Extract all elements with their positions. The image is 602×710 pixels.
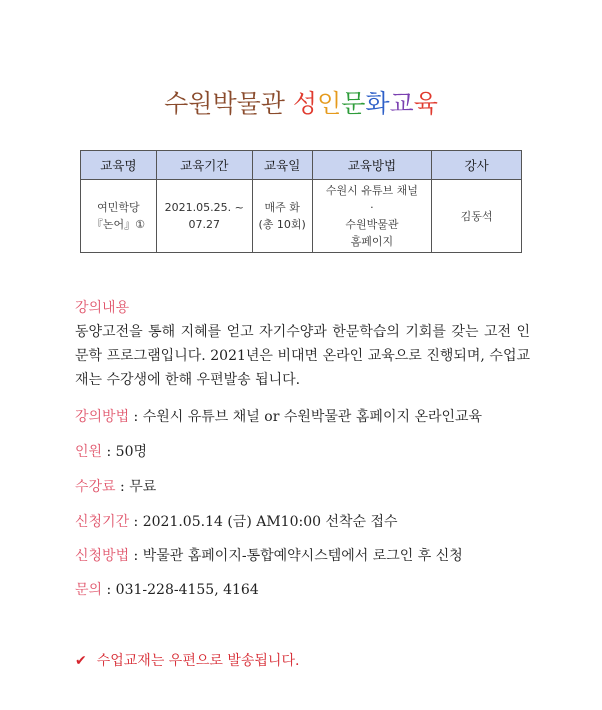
method-line: 홈페이지	[350, 235, 394, 248]
notice-text: 수업교재는 우편으로 발송됩니다.	[96, 653, 300, 669]
header-course-name: 교육명	[81, 151, 157, 180]
method-row	[75, 407, 482, 427]
course-description	[75, 296, 530, 392]
contact-row	[75, 580, 259, 600]
course-name-line: 『논어』①	[91, 218, 145, 231]
period-line: 2021.05.25. ~	[164, 201, 244, 214]
apply-method-row	[75, 546, 463, 566]
apply-method-value: : 박물관 홈페이지-통합예약시스템에서 로그인 후 신청	[129, 548, 463, 564]
apply-period-value: : 2021.05.14 (금) AM10:00 선착순 접수	[129, 514, 398, 530]
fee-value: : 무료	[115, 479, 157, 495]
day-line: 매주 화	[264, 201, 300, 214]
table-header-row	[81, 151, 522, 180]
title-char: 인	[317, 89, 342, 118]
apply-method-label: 신청방법	[75, 548, 130, 564]
title-main: 수원박물관	[164, 89, 285, 118]
people-value: : 50명	[102, 444, 148, 460]
period-line: 07.27	[188, 218, 221, 231]
title-char: 성	[292, 89, 318, 118]
page-title	[0, 84, 602, 120]
people-label: 인원	[75, 444, 103, 460]
cell-period	[156, 180, 252, 253]
people-row	[75, 442, 147, 462]
checkmark-icon: ✔	[75, 653, 87, 669]
cell-method	[312, 180, 432, 253]
table-row	[81, 180, 522, 253]
method-line: ·	[370, 201, 374, 214]
title-char: 화	[365, 89, 390, 118]
method-value: : 수원시 유튜브 채널 or 수원박물관 홈페이지 온라인교육	[129, 409, 483, 425]
day-line: (총 10회)	[258, 218, 306, 231]
title-char: 교	[389, 89, 414, 118]
method-line: 수원박물관	[345, 218, 399, 231]
apply-period-label: 신청기간	[75, 514, 130, 530]
title-char: 문	[341, 89, 366, 118]
contact-label: 문의	[75, 582, 103, 598]
content-label: 강의내용	[75, 300, 130, 316]
method-line: 수원시 유튜브 채널	[325, 184, 418, 197]
title-char: 육	[413, 89, 438, 118]
cell-day	[252, 180, 312, 253]
header-day: 교육일	[252, 151, 312, 180]
notice	[75, 650, 299, 670]
content-text: 동양고전을 통해 지혜를 얻고 자기수양과 한문학습의 기회를 갖는 고전 인문학 프로그램입니다. 2021년은 비대면 온라인 교육으로 진행되며, 수업교재는 수강생에 한해 우편발송 됩니다.	[75, 324, 530, 388]
cell-instructor: 김동석	[432, 180, 522, 253]
course-name-line: 여민학당	[97, 201, 140, 214]
apply-period-row	[75, 512, 398, 532]
method-label: 강의방법	[75, 409, 130, 425]
contact-value: : 031-228-4155, 4164	[102, 582, 259, 598]
course-info-table	[80, 150, 522, 253]
fee-row	[75, 477, 156, 497]
fee-label: 수강료	[75, 479, 116, 495]
cell-course-name	[81, 180, 157, 253]
header-instructor: 강사	[432, 151, 522, 180]
header-period: 교육기간	[156, 151, 252, 180]
header-method: 교육방법	[312, 151, 432, 180]
